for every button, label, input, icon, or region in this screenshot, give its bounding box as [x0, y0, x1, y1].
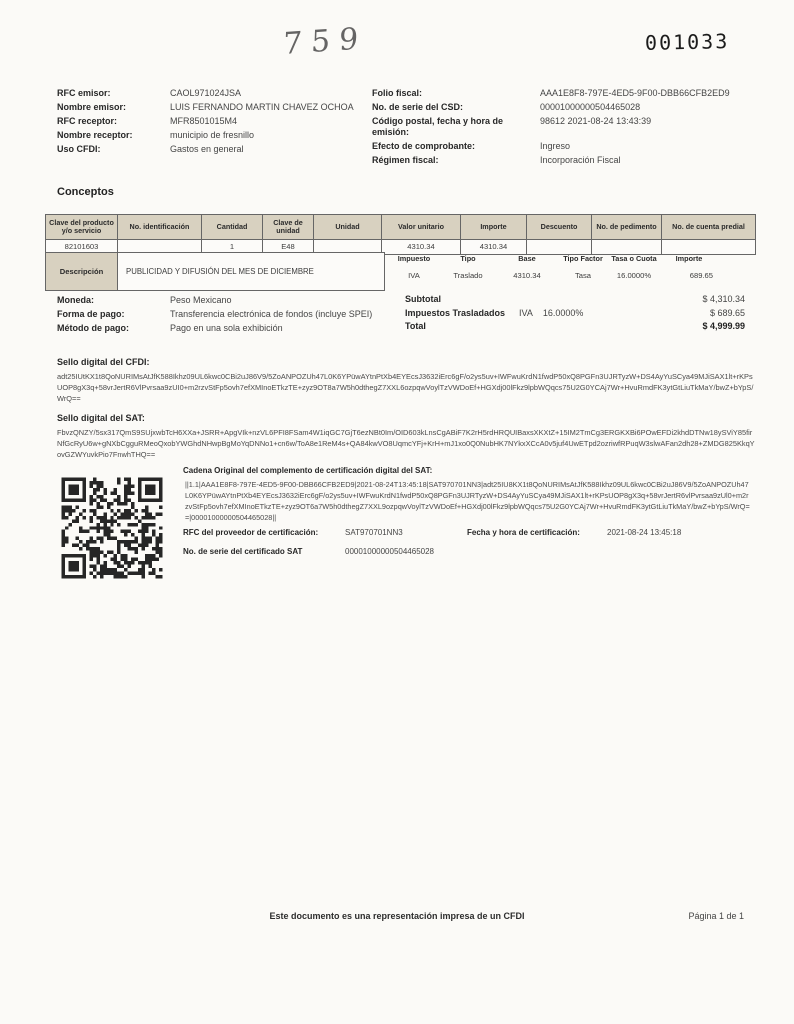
- serie-certificado-sat-value: 00001000000504465028: [345, 547, 434, 556]
- cell-descuento: [527, 240, 592, 255]
- sello-cfdi-label: Sello digital del CFDI:: [57, 357, 150, 367]
- col-clave-unidad: Clave de unidad: [263, 215, 314, 240]
- col-cantidad: Cantidad: [202, 215, 263, 240]
- tax-impuesto-value: IVA: [408, 270, 420, 280]
- col-unidad: Unidad: [314, 215, 382, 240]
- tax-col-tipo-factor: Tipo Factor: [563, 254, 603, 263]
- tax-tipo-factor-value: Tasa: [574, 270, 592, 280]
- totales-block: [405, 294, 755, 335]
- fecha-certificacion-value: 2021-08-24 13:45:18: [607, 528, 682, 537]
- col-importe: Importe: [461, 215, 527, 240]
- nombre-receptor-value: municipio de fresnillo: [170, 130, 255, 140]
- impuestos-concepto: [385, 255, 715, 280]
- page-indicator: Página 1 de 1: [688, 911, 744, 921]
- uso-cfdi-label: Uso CFDI:: [57, 144, 101, 154]
- total-label: Total: [405, 321, 426, 331]
- subtotal-value: $ 4,310.34: [702, 294, 745, 304]
- folio-fiscal-label: Folio fiscal:: [372, 88, 423, 98]
- cadena-original-value: ||1.1|AAA1E8F8-797E-4ED5-9F00-DBB66CFB2ED9|2021-08-24T13:45:18|SAT970701NN3|adt25IU8KX1t8QoNURIMsAtJfK588Ikhz09UL6kwc0CBi2uJ86V9/5ZoANPOZUh47L0K6YPüwAYtnPtXb4EYEcsJ3632iErc6gF/o2ys5uv+IWFwuKrdN1fwdP50xQ8PGFn3UJRTyzW+DS4AyYuSCya49MJiSAX1lt+rKPsUOP8gX3q+58vrJertR6vlPvrsaa9zUl0+m2rzvStFp5ovh7efXMInoETkzTE+zyz9OT6a7W5h0dthegZ7XXL9ozpqwVoylTzVWDoEf+HGXdj00lFkz9lpbWQqcs75U2G0YCAj7Wr+HvuRmdFK3ytGtLiuTkMaY/bwZ+bYpS/WrQ==|00001000000504465028||: [185, 480, 750, 522]
- rfc-receptor-value: MFR8501015M4: [170, 116, 238, 126]
- metodo-pago-label: Método de pago:: [57, 323, 129, 333]
- impuestos-values: [385, 264, 715, 280]
- rfc-receptor-label: RFC receptor:: [57, 116, 118, 126]
- tax-col-tipo: Tipo: [460, 254, 476, 263]
- tax-col-base: Base: [518, 254, 536, 263]
- serie-certificado-row: [183, 547, 434, 556]
- descripcion-label: Descripción: [46, 253, 118, 290]
- impuestos-tax-name: IVA: [519, 307, 533, 318]
- descripcion-value: PUBLICIDAD Y DIFUSIÓN DEL MES DE DICIEMBRE: [126, 267, 314, 276]
- emisor-receptor-block: [57, 88, 357, 155]
- cell-valor-unitario: 4310.34: [382, 240, 461, 255]
- nombre-receptor-label: Nombre receptor:: [57, 130, 133, 140]
- conceptos-header-row: [46, 215, 756, 240]
- tax-base-value: 4310.34: [513, 270, 541, 280]
- tax-tasa-value: 16.0000%: [616, 270, 652, 280]
- tax-col-importe: Importe: [675, 254, 703, 263]
- impuestos-trasladados-label: Impuestos Trasladados: [405, 307, 506, 318]
- regimen-label: Régimen fiscal:: [372, 154, 439, 165]
- serie-certificado-sat-label: No. de serie del certificado SAT: [183, 547, 303, 556]
- sello-sat-value: FbvzQNZY/5sx317QmS9SUjxwbTcH6XXa+JSRR+ApgVIk+nzVL6PFI8FSam4W1iqGC7GjT6ezNBt0Im/OID603kLnsCgABiF7K2rH5rdHRQUIBaxsXKXtZ+15IM2TmCg3ERGKXBi6POwEFDi2khdDTNw18ySViY85firNfGcRyU6w+gNXbCgguRMeoQxobYWGhdNHwpBgMoYqDNNo1+cn6w/ToA8e1ReM4s+QA84kwVO8UqmcYFj+KrH+mJ1xo0Q0NubHK7NYkxXCcA0v5juf4UwETpd2ozriwfRPuqW3slwAFan2dh28+ZMDG825KkqYovGZWYuvkPio7FnwhTHQ==: [57, 428, 755, 459]
- pago-block: [57, 295, 397, 334]
- tax-col-impuesto: Impuesto: [397, 254, 431, 263]
- forma-pago-label: Forma de pago:: [57, 309, 125, 319]
- sello-cfdi-value: adt25IUtKX1t8QoNURIMsAtJfK588Ikhz09UL6kwc0CBi2uJ86V9/5ZoANPOZUh47L0K6YPüwAYtnPtXb4EYEcsJ3632iErc6gF/o2ys5uv+IWFwuKrdN1fwdP50xQ8PGFn3UJRTyzW+DS4AyYuSCya49MJiSAX1lt+rKPsUOP8gX3q+58vrJertR6VlPvrsaa9zUI0+m2rzvStFp5ovh7efXMInoETkzTE+zyz9OT8a7W5h0dthegZ7XXL6ozpqwVoylTzVWDoEf+HGXdj00lFkz9lpbWQqcs75U2G0YCAj7Wr+HvuRmdFK3ytGtLiuTkMaY/bwZ+bYpS/WrQ==: [57, 372, 754, 403]
- serie-csd-value: 00001000000504465028: [540, 102, 641, 112]
- fecha-certificacion-label: Fecha y hora de certificación:: [467, 528, 580, 537]
- rfc-proveedor-label: RFC del proveedor de certificación:: [183, 528, 319, 537]
- moneda-value: Peso Mexicano: [170, 295, 232, 305]
- cell-clave-unidad: E48: [263, 240, 314, 255]
- stamp-folio-number: 001033: [644, 29, 730, 55]
- nombre-emisor-value: LUIS FERNANDO MARTIN CHAVEZ OCHOA: [170, 102, 354, 112]
- folio-fiscal-value: AAA1E8F8-797E-4ED5-9F00-DBB66CFB2ED9: [540, 88, 730, 98]
- impuestos-trasladados-row: [405, 308, 755, 322]
- cell-no-cuenta-predial: [662, 240, 756, 255]
- total-value: $ 4,999.99: [702, 321, 745, 331]
- rfc-proveedor-value: SAT970701NN3: [345, 528, 403, 537]
- certificacion-row: [183, 528, 681, 537]
- tax-col-tasa-cuota: Tasa o Cuota: [611, 254, 657, 263]
- cp-fecha-label: Código postal, fecha y hora de emisión:: [372, 116, 504, 137]
- cell-no-pedimento: [592, 240, 662, 255]
- cell-importe: 4310.34: [461, 240, 527, 255]
- qr-code: [58, 474, 166, 582]
- col-valor-unitario: Valor unitario: [382, 215, 461, 240]
- handwritten-folio: 759: [282, 20, 368, 63]
- subtotal-row: [405, 294, 755, 308]
- serie-csd-label: No. de serie del CSD:: [372, 102, 464, 112]
- conceptos-table: [45, 214, 756, 255]
- impuestos-trasladados-value: $ 689.65: [709, 307, 745, 318]
- descripcion-row: [45, 252, 385, 291]
- cell-clave-producto: 82101603: [46, 240, 118, 255]
- col-no-identificacion: No. identificación: [118, 215, 202, 240]
- uso-cfdi-value: Gastos en general: [170, 144, 244, 154]
- col-no-cuenta-predial: No. de cuenta predial: [662, 215, 756, 240]
- cell-cantidad: 1: [202, 240, 263, 255]
- forma-pago-value: Transferencia electrónica de fondos (incluye SPEI): [170, 309, 373, 319]
- col-no-pedimento: No. de pedimento: [592, 215, 662, 240]
- impuestos-tax-rate: 16.0000%: [542, 307, 584, 318]
- col-descuento: Descuento: [527, 215, 592, 240]
- metodo-pago-value: Pago en una sola exhibición: [170, 323, 283, 333]
- regimen-value: Incorporación Fiscal: [540, 154, 621, 165]
- col-clave-producto: Clave del producto y/o servicio: [46, 215, 118, 240]
- rfc-emisor-label: RFC emisor:: [57, 88, 111, 98]
- efecto-value: Ingreso: [540, 140, 571, 151]
- subtotal-label: Subtotal: [405, 294, 441, 304]
- total-row: [405, 321, 755, 335]
- fiscal-block: [372, 88, 757, 165]
- moneda-label: Moneda:: [57, 295, 94, 305]
- footer-note: Este documento es una representación impresa de un CFDI: [269, 911, 525, 921]
- nombre-emisor-label: Nombre emisor:: [57, 102, 127, 112]
- tax-tipo-value: Traslado: [453, 270, 483, 280]
- efecto-label: Efecto de comprobante:: [372, 140, 476, 151]
- cp-fecha-value: 98612 2021-08-24 13:43:39: [540, 116, 652, 126]
- tax-importe-value: 689.65: [689, 270, 713, 280]
- conceptos-title: Conceptos: [57, 186, 114, 198]
- cadena-original-label: Cadena Original del complemento de certificación digital del SAT:: [183, 466, 433, 475]
- rfc-emisor-value: CAOL971024JSA: [170, 88, 242, 98]
- sello-sat-label: Sello digital del SAT:: [57, 413, 145, 423]
- impuestos-headers: [385, 255, 715, 264]
